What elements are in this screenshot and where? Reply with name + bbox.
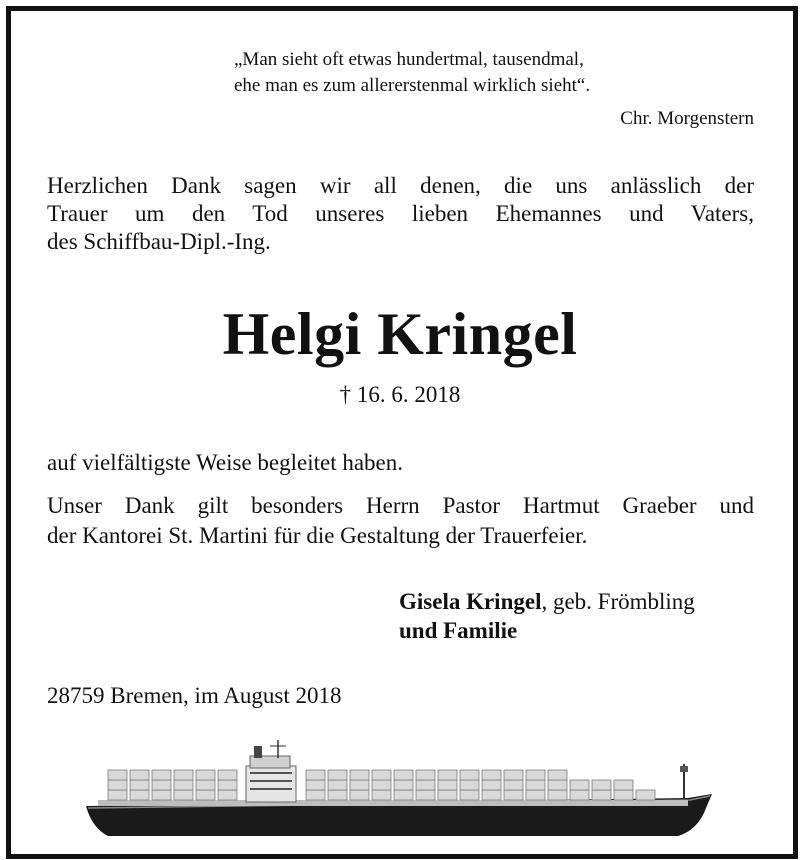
obituary-frame [6,6,798,859]
container-box [438,780,457,790]
thanks-line-1: Herzlichen Dank sagen wir all denen, die uns anlässlich der [47,173,754,198]
container-box [152,790,171,800]
thanks-line-3: des Schiffbau-Dipl.-Ing. [47,229,271,254]
container-box [328,770,347,780]
quote-line-1: „Man sieht oft etwas hundertmal, tausendmal, [234,49,584,70]
container-box [438,790,457,800]
container-box [108,790,127,800]
container-box [152,780,171,790]
container-box [548,790,567,800]
container-box [570,780,589,790]
container-box [372,790,391,800]
quote-line-2: ehe man es zum allererstenmal wirklich sieht“. [234,75,591,96]
thanks-line-2: Trauer um den Tod unseres lieben Ehemannes und Vaters, [47,201,754,226]
signature-name: Gisela Kringel [399,589,542,614]
container-box [614,780,633,790]
container-box [306,770,325,780]
thanks-paragraph [47,172,754,256]
container-box [416,790,435,800]
container-box [416,770,435,780]
death-date: † 16. 6. 2018 [339,382,461,407]
deceased-name: Helgi Kringel [222,301,578,367]
container-box [526,770,545,780]
container-box [108,780,127,790]
container-box [394,770,413,780]
container-box [372,770,391,780]
container-box [570,790,589,800]
container-box [196,770,215,780]
place-date: 28759 Bremen, im August 2018 [47,683,342,708]
container-box [350,790,369,800]
container-box [130,780,149,790]
container-ship-image [78,736,718,846]
ship-bridge [246,766,296,802]
signature [399,587,695,645]
container-box [504,790,523,800]
container-box [130,790,149,800]
container-box [460,790,479,800]
container-box [438,770,457,780]
container-box [328,790,347,800]
container-box [394,790,413,800]
container-box [548,770,567,780]
container-box [196,780,215,790]
container-box [350,780,369,790]
quote-author: Chr. Morgenstern [620,108,754,129]
container-box [482,780,501,790]
container-box [218,790,237,800]
container-box [548,780,567,790]
container-box [218,780,237,790]
container-box [482,790,501,800]
container-box [196,790,215,800]
container-box [526,780,545,790]
container-box [174,790,193,800]
accompanied-text: auf vielfältigste Weise begleitet haben. [47,450,404,475]
container-box [174,780,193,790]
container-box [108,770,127,780]
container-box [460,770,479,780]
signature-suffix: , geb. Frömbling [541,589,695,614]
container-box [504,780,523,790]
container-box [174,770,193,780]
gratitude-line-2: der Kantorei St. Martini für die Gestaltung der Trauerfeier. [47,523,588,548]
container-box [306,790,325,800]
container-box [482,770,501,780]
container-box [130,770,149,780]
container-box [372,780,391,790]
gratitude-paragraph [47,491,754,551]
container-box [460,780,479,790]
container-box [592,790,611,800]
container-box [394,780,413,790]
container-box [306,780,325,790]
container-box [416,780,435,790]
container-box [328,780,347,790]
container-box [218,770,237,780]
signature-family: und Familie [399,618,518,643]
gratitude-line-1: Unser Dank gilt besonders Herrn Pastor Hartmut Graeber und [47,493,754,518]
container-box [614,790,633,800]
container-box [350,770,369,780]
container-box [592,780,611,790]
container-box [526,790,545,800]
container-box [504,770,523,780]
container-box [636,790,655,800]
epigraph-quote [234,47,754,99]
container-box [152,770,171,780]
